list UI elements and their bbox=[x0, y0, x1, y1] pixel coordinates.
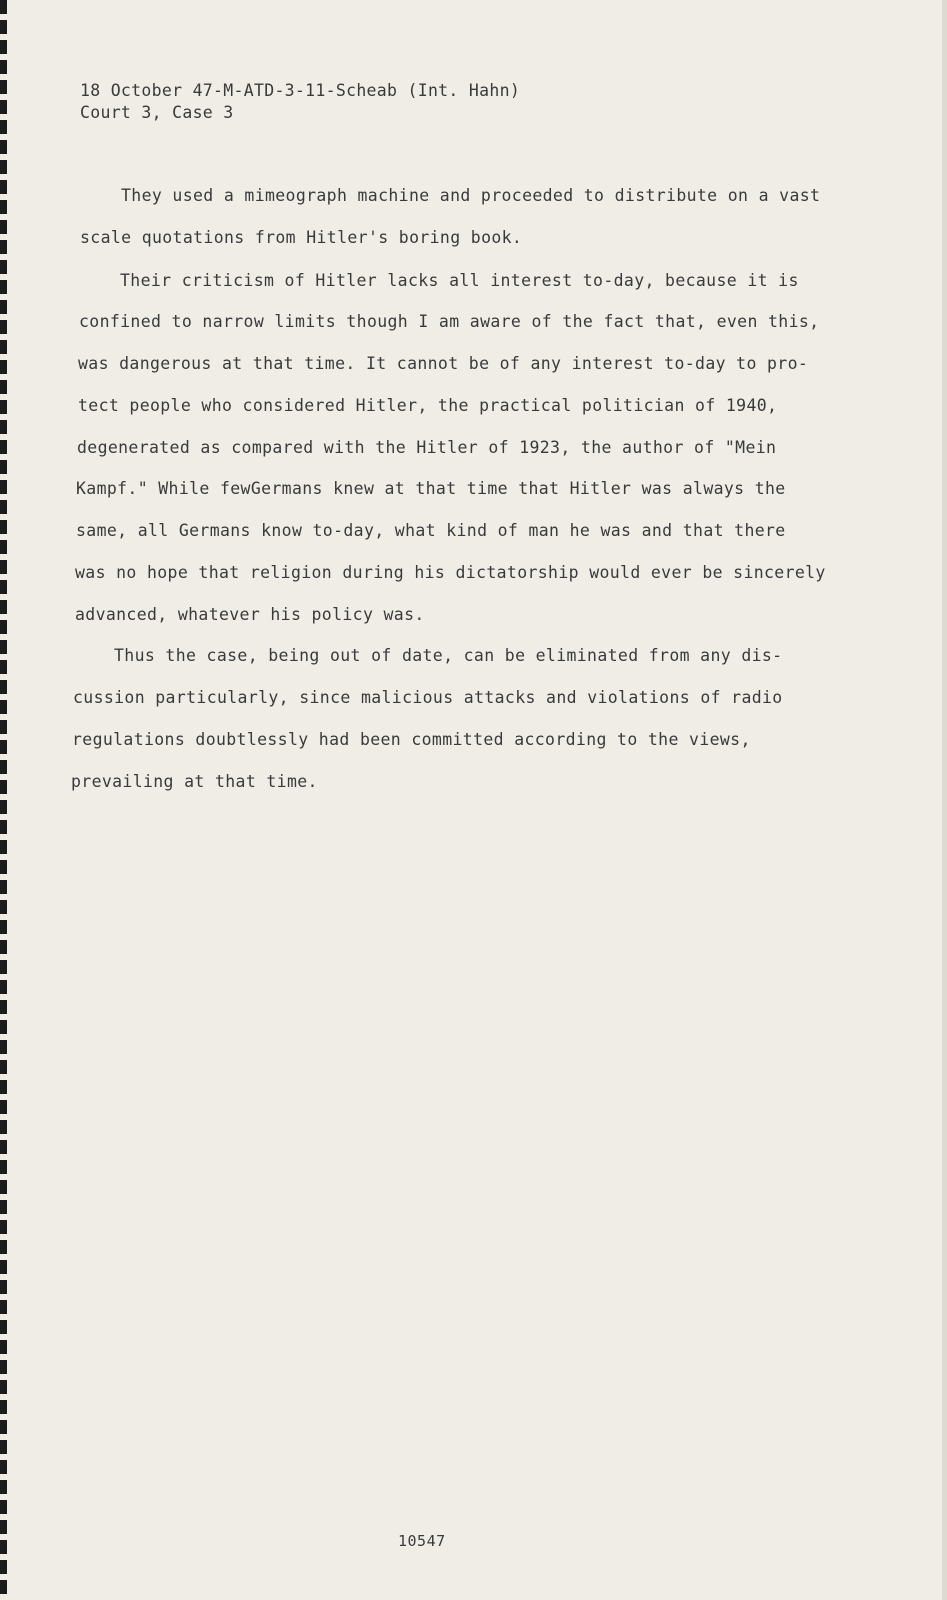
text-line: scale quotations from Hitler's boring book. bbox=[80, 228, 523, 247]
text-line: They used a mimeograph machine and proceeded to distribute on a vast bbox=[121, 186, 821, 205]
text-line: same, all Germans know to-day, what kind of man he was and that there bbox=[76, 521, 786, 540]
page-number: 10547 bbox=[398, 1532, 446, 1550]
text-line: Kampf." While fewGermans knew at that time that Hitler was always the bbox=[76, 479, 786, 498]
text-line: regulations doubtlessly had been committed according to the views, bbox=[72, 730, 751, 749]
document-header bbox=[80, 80, 520, 124]
header-court-case: Court 3, Case 3 bbox=[80, 103, 234, 122]
text-line: Their criticism of Hitler lacks all interest to-day, because it is bbox=[120, 271, 799, 290]
text-line: cussion particularly, since malicious attacks and violations of radio bbox=[73, 688, 783, 707]
header-reference: 18 October 47-M-ATD-3-11-Scheab (Int. Hahn) bbox=[80, 81, 521, 100]
text-line: confined to narrow limits though I am aware of the fact that, even this, bbox=[79, 312, 820, 331]
text-line: degenerated as compared with the Hitler of 1923, the author of "Mein bbox=[77, 438, 777, 457]
text-line: tect people who considered Hitler, the practical politician of 1940, bbox=[78, 396, 778, 415]
text-line: advanced, whatever his policy was. bbox=[75, 605, 425, 624]
text-line: Thus the case, being out of date, can be eliminated from any dis- bbox=[114, 646, 783, 665]
text-line: prevailing at that time. bbox=[71, 772, 318, 791]
text-line: was no hope that religion during his dictatorship would ever be sincerely bbox=[75, 563, 826, 582]
text-line: was dangerous at that time. It cannot be of any interest to-day to pro- bbox=[78, 354, 809, 373]
